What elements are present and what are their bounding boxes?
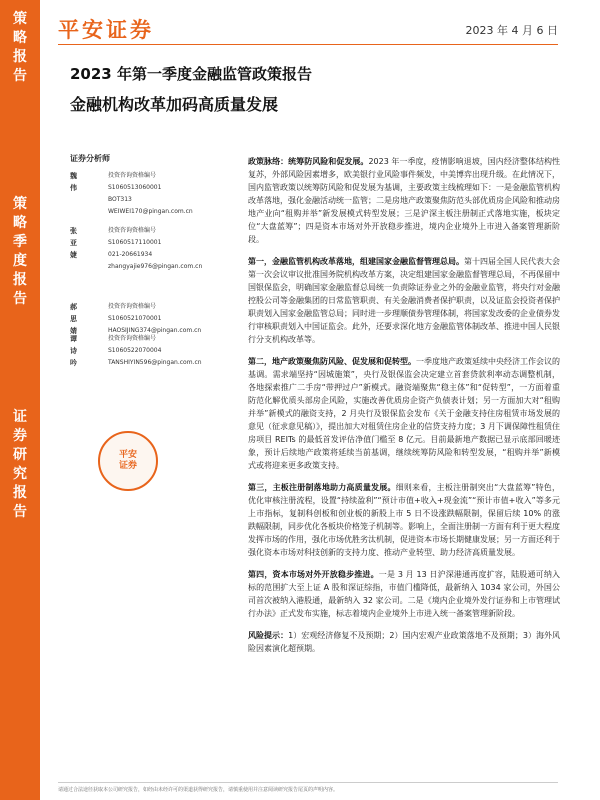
analyst-email[interactable]: TANSHIYIN596@pingan.com.cn — [108, 359, 202, 366]
sidebar-char: 策 — [13, 196, 27, 212]
report-date: 2023 年 4 月 6 日 — [465, 24, 558, 37]
sidebar-char: 告 — [13, 504, 27, 520]
paragraph-text: 1）宏观经济修复不及预期；2）国内宏观产业政策落地不及预期；3）海外风险因素演化超预期。 — [248, 631, 560, 653]
analyst-email[interactable]: WEIWEI170@pingan.com.cn — [108, 208, 193, 215]
body-paragraph — [248, 355, 560, 472]
sidebar-char: 报 — [13, 49, 27, 65]
sidebar-char: 策 — [13, 11, 27, 27]
body-paragraph — [248, 481, 560, 559]
company-logo: 平安证券 — [58, 18, 154, 42]
paragraph-lead: 第三，主板注册制落地助力高质量发展。 — [248, 483, 396, 492]
paragraph-lead: 第二，地产政策聚焦防风险、促发展和促转型。 — [248, 357, 416, 366]
paragraph-lead: 政策脉络：统筹防风险和促发展。 — [248, 157, 369, 166]
paragraph-text: 一季度地产政策延续中央经济工作会议的基调。需求端坚持“因城施策”，央行及银保监会决定建立首套贷款利率动态调整机制，各地探索推广二手房“带押过户”新模式。融资端聚焦“稳主体”和“促转型”，一方面着重防范化解优质头部房企风险，实施改善优质房企资产负债表计划；另一方面加大对“租购并举”新模式的融资支持，2 月央行及银保监会发布《关于金融支持住房租赁市场发展的意见（征求意见稿）》，提出加大对租赁住房企业的信贷支持力度；3 月下调保障性租赁住房项目 REITs 的最低首发评估净值门槛至 8 亿元。目前最新地产数据已显示底部回暖迹象，预计后续地产政策将延续当前基调，继续统筹防风险和转型发展，“租购并举”新模式或将迎来更多政策支持。 — [248, 357, 560, 470]
paragraph-text: 一是 3 月 13 日沪深港通再度扩容，陆股通可纳入标的范围扩大至上证 A 股和深证综指，市值门槛降低，最新纳入 1034 家公司，外国公司首次被纳入港股通，最新纳入 32 家公司。二是《境内企业境外发行证券和上市管理试行办法》正式发布实施，标志着境内企业境外上市进入统一备案管理新阶段。 — [248, 570, 560, 618]
sidebar-char: 告 — [13, 291, 27, 307]
seal-text-bottom: 证券 — [118, 461, 137, 471]
sidebar-char: 度 — [13, 253, 27, 269]
report-subtitle: 金融机构改革加码高质量发展 — [70, 95, 279, 114]
analyst-phone: 021-20661934 — [108, 251, 153, 258]
header-divider — [58, 44, 558, 45]
report-category-label — [0, 408, 40, 522]
company-seal-icon — [98, 431, 158, 491]
paragraph-text: 细则来看，主板注册制突出“大盘蓝筹”特色，优化审核注册流程，设置“持续盈利”“预计市值+收入+现金流”“预计市值+收入”等多元上市指标，复制科创板和创业板的新股上市 5 日不设涨跌幅限制，保留后续 10% 的涨跌幅限制，同步优化各板块价格笼子机制等。影响上，全面注册制一方面有利于更大程度发挥市场的作用，强化市场优胜劣汰机制，促进资本市场长期健康发展；另一方面还利于强化资本市场对科技创新的支持力度、推动产业转型、助力经济高质量发展。 — [248, 483, 560, 557]
sidebar — [0, 0, 40, 800]
sidebar-char: 报 — [13, 272, 27, 288]
report-body — [248, 155, 560, 664]
paragraph-lead: 第一，金融监管机构改革落地，组建国家金融监督管理总局。 — [248, 257, 464, 266]
sidebar-char: 略 — [13, 215, 27, 231]
analyst-cert-number: S1060513060001 — [108, 184, 162, 191]
analyst-cert-label: 投资咨询资格编号 — [108, 303, 157, 310]
paragraph-text: 第十四届全国人民代表大会第一次会议审议批准国务院机构改革方案，决定组建国家金融监督管理总局，不再保留中国银保监会，明确国家金融监督总局统一负责除证券业之外的金融业监管，将央行对金融控股公司等金融集团的日常监管职责、有关金融消费者保护职责，以及证监会投资者保护职责划入国家金融监管总局；同时进一步理顺债券管理体制，将国家发改委的企业债券发行审核职责划入中国证监会。此外，还要求深化地方金融监管体制改革、推进中国人民银行分支机构改革等。 — [248, 257, 560, 344]
report-subtype-label — [0, 195, 40, 309]
analyst-code: BOT313 — [108, 196, 132, 203]
analyst-email[interactable]: HAOSIJING374@pingan.com.cn — [108, 327, 202, 334]
analyst-cert-label: 投资咨询资格编号 — [108, 335, 157, 342]
sidebar-char: 报 — [13, 485, 27, 501]
body-paragraph — [248, 568, 560, 620]
body-paragraph — [248, 155, 560, 246]
report-type-label — [0, 10, 40, 86]
analyst-cert-label: 投资咨询资格编号 — [108, 172, 157, 179]
sidebar-char: 略 — [13, 30, 27, 46]
seal-text-top: 平安 — [118, 450, 137, 460]
sidebar-char: 证 — [13, 409, 27, 425]
page-footer: 请通过合法途径获取本公司研究报告，如经由未经许可的渠道获得研究报告，请慎重使用并注意阅读研究报告尾页的声明内容。 — [58, 782, 558, 793]
sidebar-char: 研 — [13, 447, 27, 463]
sidebar-char: 券 — [13, 428, 27, 444]
analysts-heading: 证券分析师 — [70, 154, 110, 163]
analyst-name: 魏伟 — [70, 172, 77, 192]
analyst-cert-label: 投资咨询资格编号 — [108, 227, 157, 234]
sidebar-char: 究 — [13, 466, 27, 482]
paragraph-lead: 风险提示： — [248, 631, 289, 640]
analyst-cert-number: S1060517110001 — [108, 239, 162, 246]
body-paragraph — [248, 255, 560, 346]
analyst-name: 谭诗吟 — [70, 335, 77, 367]
analyst-cert-number: S1060522070004 — [108, 347, 162, 354]
risk-warning — [248, 629, 560, 655]
paragraph-lead: 第四，资本市场对外开放稳步推进。 — [248, 570, 379, 579]
report-title: 2023 年第一季度金融监管政策报告 — [70, 65, 312, 83]
analyst-name: 郝思婧 — [70, 303, 77, 335]
paragraph-text: 2023 年一季度，疫情影响退坡，国内经济整体结构性复苏，外部风险因素增多，欧美银行业风险事件频发，中美博弈出现升级。在此情况下，国内监管政策以统筹防风险和促发展为基调，主要政策主线梳理如下：一是金融监管机构改革落地，强化金融活动统一监管；二是房地产政策聚焦防范头部优质房企风险和推动房地产业向“租购并举”新发展模式转型发展；三是沪深主板注册制正式落地实施，板块定位“大盘蓝筹”；四是资本市场对外开放稳步推进，境内企业境外上市进入备案管理新阶段。 — [248, 157, 561, 244]
analyst-cert-number: S1060521070001 — [108, 315, 162, 322]
sidebar-char: 季 — [13, 234, 27, 250]
analyst-name: 张亚婕 — [70, 227, 77, 259]
sidebar-char: 告 — [13, 68, 27, 84]
analyst-email[interactable]: zhangyajie976@pingan.com.cn — [108, 263, 203, 270]
